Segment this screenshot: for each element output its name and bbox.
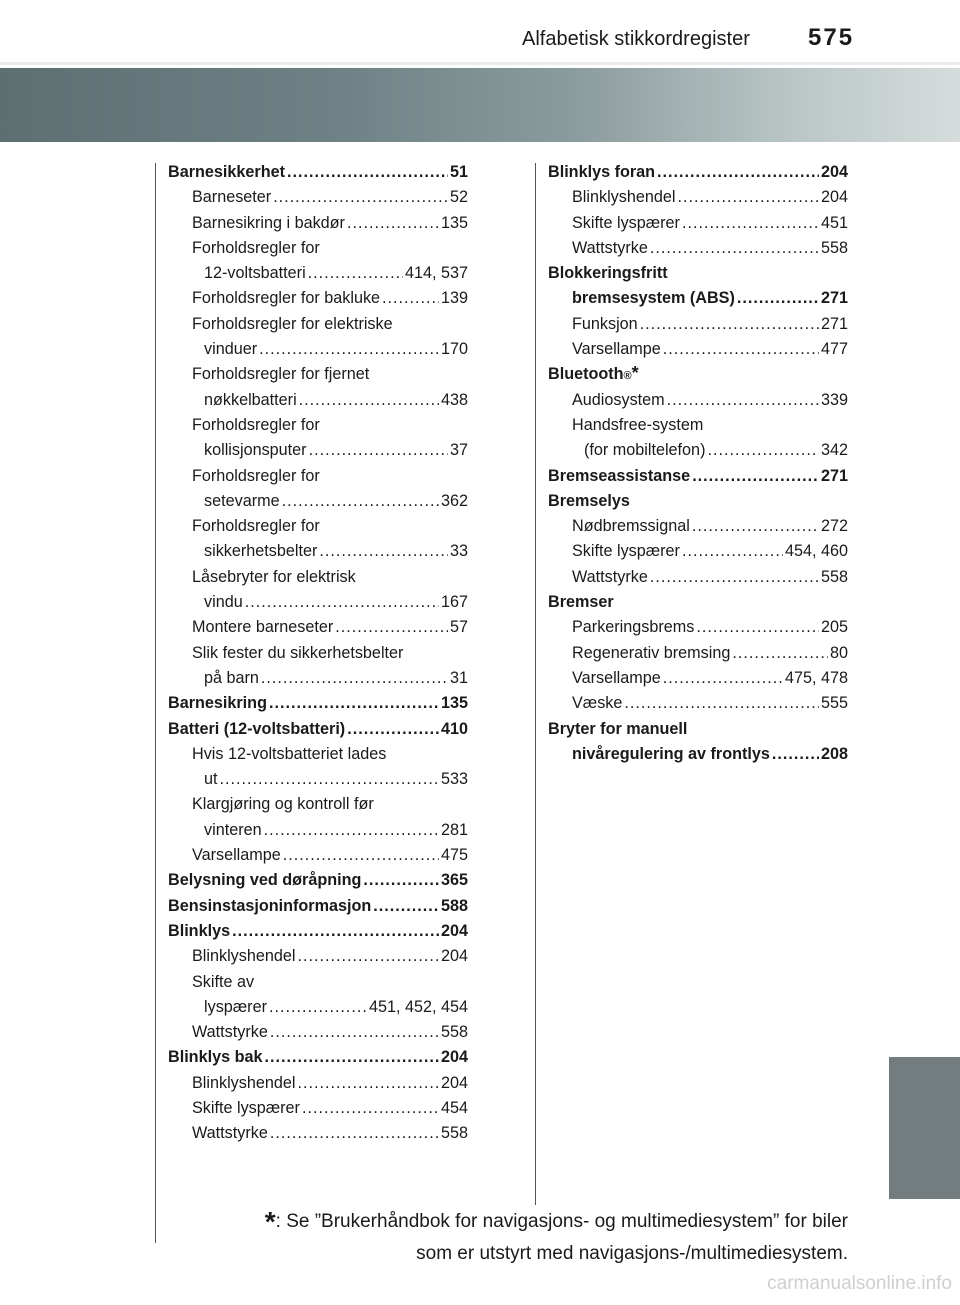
- index-entry: [168, 691, 468, 716]
- index-subentry: [168, 970, 468, 995]
- dot-leader: [282, 489, 439, 514]
- index-subentry: [168, 261, 468, 286]
- dot-leader: [264, 818, 439, 843]
- index-subentry: [168, 843, 468, 868]
- dot-leader: [297, 1071, 439, 1096]
- index-subentry: [168, 388, 468, 413]
- index-subentry: [548, 388, 848, 413]
- page-reference: 271: [820, 289, 848, 308]
- page-reference: 558: [820, 238, 848, 257]
- entry-text: Batteri (12-voltsbatteri): [168, 719, 346, 738]
- page-reference: 414, 537: [404, 264, 468, 283]
- index-subentry: [168, 590, 468, 615]
- index-subentry: [548, 514, 848, 539]
- page-reference: 558: [440, 1124, 468, 1143]
- dot-leader: [232, 919, 439, 944]
- page-reference: 281: [440, 820, 468, 839]
- page-reference: 33: [449, 542, 468, 561]
- dot-leader: [335, 615, 448, 640]
- entry-text: setevarme: [204, 491, 280, 510]
- entry-text: ut: [204, 770, 218, 789]
- dot-leader: [287, 160, 448, 185]
- dot-leader: [382, 286, 439, 311]
- index-subentry: [168, 489, 468, 514]
- entry-text: Bensinstasjoninformasjon: [168, 896, 372, 915]
- page-reference: 204: [440, 1048, 468, 1067]
- page-reference: 451: [820, 213, 848, 232]
- index-subentry: [168, 1071, 468, 1096]
- index-subentry: [168, 818, 468, 843]
- entry-text: Montere barneseter: [192, 618, 334, 637]
- page-reference: 57: [449, 618, 468, 637]
- dot-leader: [347, 211, 439, 236]
- dot-leader: [657, 160, 819, 185]
- dot-leader: [273, 185, 448, 210]
- index-subentry: [168, 1020, 468, 1045]
- page-reference: 51: [449, 163, 468, 181]
- entry-text: Blinklyshendel: [192, 1073, 296, 1092]
- dot-leader: [283, 843, 439, 868]
- entry-text: lyspærer: [204, 997, 267, 1016]
- entry-text: Klargjøring og kontroll før: [192, 795, 374, 814]
- dot-leader: [682, 211, 819, 236]
- entry-text: Bluetooth: [548, 365, 624, 384]
- page-reference: 139: [440, 289, 468, 308]
- entry-text: Skifte av: [192, 972, 255, 991]
- watermark: carmanualsonline.info: [767, 1273, 952, 1294]
- index-entry: [548, 464, 848, 489]
- page-reference: 204: [440, 921, 468, 940]
- index-entry: [548, 742, 848, 767]
- entry-text: Forholdsregler for: [192, 466, 320, 485]
- entry-text: Barneseter: [192, 188, 272, 207]
- index-subentry: [168, 337, 468, 362]
- entry-text: Bremser: [548, 593, 614, 612]
- page-reference: 80: [829, 643, 848, 662]
- dot-leader: [297, 944, 439, 969]
- page-reference: 208: [820, 744, 848, 763]
- index-subentry: [548, 438, 848, 463]
- index-subentry: [168, 641, 468, 666]
- entry-text: Skifte lyspærer: [572, 213, 680, 232]
- entry-text: Varsellampe: [572, 668, 661, 687]
- index-entry: [548, 261, 848, 286]
- index-subentry: [168, 995, 468, 1020]
- dot-leader: [363, 868, 439, 893]
- dot-leader: [373, 894, 439, 919]
- page-reference: 135: [440, 694, 468, 713]
- page-reference: 533: [440, 770, 468, 789]
- page-reference: 365: [440, 871, 468, 890]
- index-entry: [168, 1045, 468, 1070]
- footnote-text-1: : Se ”Brukerhåndbok for navigasjons- og multimediesystem” for biler: [275, 1211, 848, 1232]
- footnote-star: *: [264, 1206, 276, 1237]
- entry-text: nivåregulering av frontlys: [572, 744, 770, 763]
- index-subentry: [548, 615, 848, 640]
- entry-text: Bremseassistanse: [548, 466, 691, 485]
- page-reference: 271: [820, 466, 848, 485]
- entry-text: Varsellampe: [572, 340, 661, 359]
- dot-leader: [270, 1020, 439, 1045]
- dot-leader: [308, 261, 403, 286]
- dot-leader: [732, 641, 828, 666]
- entry-text: bremsesystem (ABS): [572, 289, 735, 308]
- dot-leader: [692, 514, 819, 539]
- dot-leader: [264, 1045, 439, 1070]
- index-subentry: [548, 236, 848, 261]
- entry-text: Funksjon: [572, 314, 638, 333]
- page-reference: 272: [820, 517, 848, 536]
- index-entry: [168, 868, 468, 893]
- entry-text: Låsebryter for elektrisk: [192, 567, 356, 586]
- entry-text: Blinklys bak: [168, 1048, 263, 1067]
- left-margin-rule: [155, 163, 156, 1243]
- page-reference: 558: [820, 567, 848, 586]
- entry-text: 12-voltsbatteri: [204, 264, 306, 283]
- index-subentry: [168, 362, 468, 387]
- entry-text: Hvis 12-voltsbatteriet lades: [192, 744, 387, 763]
- page-reference: 454: [440, 1098, 468, 1117]
- index-subentry: [168, 666, 468, 691]
- page-reference: 339: [820, 390, 848, 409]
- index-subentry: [548, 539, 848, 564]
- header-gradient-band: [0, 68, 960, 142]
- entry-text: Wattstyrke: [572, 238, 648, 257]
- index-subentry: [168, 767, 468, 792]
- entry-text: Forholdsregler for bakluke: [192, 289, 381, 308]
- index-subentry: [168, 742, 468, 767]
- index-subentry: [168, 438, 468, 463]
- page-reference: 588: [440, 896, 468, 915]
- entry-text: Forholdsregler for elektriske: [192, 314, 393, 333]
- index-subentry: [168, 185, 468, 210]
- entry-text: vindu: [204, 593, 243, 612]
- dot-leader: [269, 691, 439, 716]
- index-subentry: [548, 312, 848, 337]
- index-subentry: [168, 464, 468, 489]
- page-reference: 555: [820, 694, 848, 713]
- entry-text: Nødbremssignal: [572, 517, 690, 536]
- page-reference: 52: [449, 188, 468, 207]
- index-subentry: [168, 1121, 468, 1146]
- entry-text: Forholdsregler for: [192, 415, 320, 434]
- entry-text: Wattstyrke: [192, 1124, 268, 1143]
- entry-text: på barn: [204, 668, 259, 687]
- index-subentry: [168, 1096, 468, 1121]
- index-entry: [168, 717, 468, 742]
- page-reference: 37: [449, 441, 468, 460]
- index-column-right: [548, 160, 848, 767]
- page-reference: 410: [440, 719, 468, 738]
- entry-text: Barnesikring: [168, 694, 267, 713]
- dot-leader: [696, 615, 819, 640]
- index-subentry: [168, 312, 468, 337]
- page-reference: 454, 460: [784, 542, 848, 561]
- page-number: 575: [808, 24, 855, 51]
- header-top-line: [0, 62, 960, 65]
- dot-leader: [663, 337, 819, 362]
- index-entry: [168, 894, 468, 919]
- index-subentry: [168, 236, 468, 261]
- dot-leader: [663, 666, 783, 691]
- entry-text: Blinklyshendel: [192, 947, 296, 966]
- entry-text: Væske: [572, 694, 623, 713]
- page-reference: 31: [449, 668, 468, 687]
- entry-text: Bryter for manuell: [548, 719, 688, 738]
- entry-text: vinteren: [204, 820, 262, 839]
- entry-text: vinduer: [204, 340, 258, 359]
- dot-leader: [624, 691, 819, 716]
- page-reference: 477: [820, 340, 848, 359]
- entry-text: Skifte lyspærer: [572, 542, 680, 561]
- dot-leader: [677, 185, 819, 210]
- index-subentry: [548, 185, 848, 210]
- entry-text: Blinklys: [168, 921, 231, 940]
- dot-leader: [640, 312, 819, 337]
- dot-leader: [737, 286, 819, 311]
- entry-text: Barnesikring i bakdør: [192, 213, 345, 232]
- entry-text: Forholdsregler for: [192, 238, 320, 257]
- entry-text: Wattstyrke: [192, 1023, 268, 1042]
- entry-text: Forholdsregler for: [192, 517, 320, 536]
- index-entry: [548, 160, 848, 185]
- page-reference: 451, 452, 454: [368, 997, 468, 1016]
- index-entry: [548, 717, 848, 742]
- page-reference: 167: [440, 593, 468, 612]
- entry-text: Forholdsregler for fjernet: [192, 365, 370, 384]
- dot-leader: [650, 236, 819, 261]
- dot-leader: [667, 388, 819, 413]
- entry-text: kollisjonsputer: [204, 441, 307, 460]
- entry-text: Bremselys: [548, 491, 630, 510]
- index-entry: [168, 919, 468, 944]
- page-reference: 204: [440, 1073, 468, 1092]
- page-reference: 475: [440, 846, 468, 865]
- index-subentry: [548, 211, 848, 236]
- page-reference: 204: [820, 188, 848, 207]
- entry-text: Blinklyshendel: [572, 188, 676, 207]
- dot-leader: [245, 590, 439, 615]
- page-reference: 170: [440, 340, 468, 359]
- column-divider: [535, 163, 536, 1205]
- footnote-line-1: [265, 1206, 848, 1238]
- entry-text: Wattstyrke: [572, 567, 648, 586]
- page-reference: 271: [820, 314, 848, 333]
- index-subentry: [168, 413, 468, 438]
- index-subentry: [548, 337, 848, 362]
- entry-text: Handsfree-system: [572, 415, 704, 434]
- page-reference: 438: [440, 390, 468, 409]
- dot-leader: [309, 438, 448, 463]
- entry-text: sikkerhetsbelter: [204, 542, 318, 561]
- entry-text: Parkeringsbrems: [572, 618, 695, 637]
- index-subentry: [168, 615, 468, 640]
- index-entry: [548, 286, 848, 311]
- index-subentry: [548, 641, 848, 666]
- dot-leader: [650, 565, 819, 590]
- dot-leader: [772, 742, 819, 767]
- dot-leader: [319, 539, 448, 564]
- dot-leader: [259, 337, 439, 362]
- entry-text: Barnesikkerhet: [168, 163, 285, 181]
- index-subentry: [168, 514, 468, 539]
- index-subentry: [548, 666, 848, 691]
- footnote-line-2: som er utstyrt med navigasjons-/multimediesystem.: [416, 1243, 848, 1264]
- page-reference: 204: [440, 947, 468, 966]
- index-subentry: [548, 413, 848, 438]
- index-entry: [548, 489, 848, 514]
- dot-leader: [347, 717, 439, 742]
- dot-leader: [299, 388, 439, 413]
- page-reference: 475, 478: [784, 668, 848, 687]
- entry-text: Belysning ved døråpning: [168, 871, 362, 890]
- footnote: [265, 1206, 848, 1270]
- index-subentry: [168, 565, 468, 590]
- page-reference: 204: [820, 163, 848, 181]
- entry-text: (for mobiltelefon): [584, 441, 706, 460]
- dot-leader: [220, 767, 439, 792]
- page-reference: 205: [820, 618, 848, 637]
- entry-text: Varsellampe: [192, 846, 281, 865]
- entry-text: Blokkeringsfritt: [548, 264, 668, 283]
- index-subentry: [548, 691, 848, 716]
- dot-leader: [270, 1121, 439, 1146]
- index-subentry: [168, 944, 468, 969]
- dot-leader: [261, 666, 448, 691]
- index-entry: Bluetooth ® *: [548, 362, 848, 387]
- index-subentry: [168, 211, 468, 236]
- entry-text: Regenerativ bremsing: [572, 643, 731, 662]
- entry-text: Skifte lyspærer: [192, 1098, 300, 1117]
- entry-text: Slik fester du sikkerhetsbelter: [192, 643, 404, 662]
- index-subentry: [168, 286, 468, 311]
- dot-leader: [269, 995, 367, 1020]
- page-reference: 362: [440, 491, 468, 510]
- dot-leader: [692, 464, 819, 489]
- section-side-tab: [889, 1057, 960, 1199]
- dot-leader: [682, 539, 783, 564]
- page-reference: 135: [440, 213, 468, 232]
- index-subentry: [168, 792, 468, 817]
- page-reference: 558: [440, 1023, 468, 1042]
- dot-leader: [707, 438, 819, 463]
- page-header-title: Alfabetisk stikkordregister: [522, 28, 750, 50]
- entry-text: Audiosystem: [572, 390, 665, 409]
- index-subentry: [548, 565, 848, 590]
- index-entry: [548, 590, 848, 615]
- entry-text: Blinklys foran: [548, 163, 656, 181]
- index-entry: [168, 160, 468, 185]
- page-reference: 342: [820, 441, 848, 460]
- entry-text: nøkkelbatteri: [204, 390, 297, 409]
- dot-leader: [302, 1096, 439, 1121]
- index-column-left: [168, 160, 468, 1147]
- index-subentry: [168, 539, 468, 564]
